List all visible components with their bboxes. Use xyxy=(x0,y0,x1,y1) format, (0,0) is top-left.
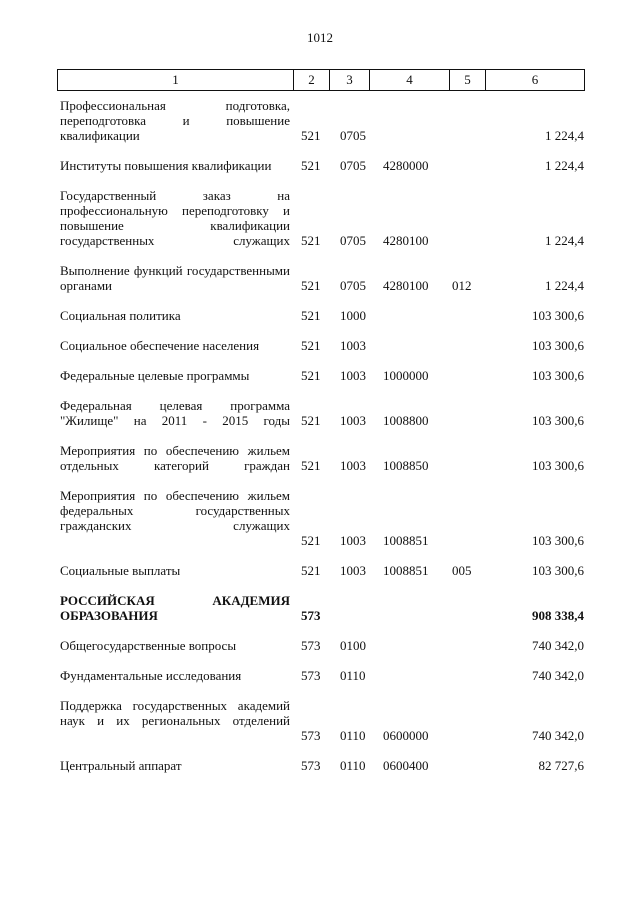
row-cell-c4: 0600000 xyxy=(383,728,429,743)
row-cell-c2: 521 xyxy=(301,278,321,293)
row-cell-c3: 0110 xyxy=(340,668,366,683)
row-cell-c4: 0600400 xyxy=(383,758,429,773)
row-cell-c4: 4280000 xyxy=(383,158,429,173)
row-cell-c3: 1003 xyxy=(340,533,366,548)
row-cell-c6: 103 300,6 xyxy=(532,413,584,428)
row-cell-c2: 521 xyxy=(301,158,321,173)
column-header-2: 2 xyxy=(294,70,330,91)
row-cell-c6: 740 342,0 xyxy=(532,728,584,743)
row-cell-c6: 103 300,6 xyxy=(532,458,584,473)
column-header-row xyxy=(58,70,585,91)
row-cell-c2: 521 xyxy=(301,368,321,383)
column-header-4: 4 xyxy=(370,70,450,91)
row-cell-c3: 0100 xyxy=(340,638,366,653)
row-cell-c3: 1003 xyxy=(340,368,366,383)
table-row xyxy=(57,638,584,653)
row-name: Федеральные целевые программы xyxy=(60,368,250,383)
row-name: Мероприятия по обеспечению жильем федеральных государственных гражданских служащих xyxy=(60,488,290,533)
row-cell-c4: 1008851 xyxy=(383,533,429,548)
row-cell-c6: 103 300,6 xyxy=(532,563,584,578)
row-name: Общегосударственные вопросы xyxy=(60,638,237,653)
row-cell-c2: 521 xyxy=(301,563,321,578)
row-cell-c3: 0110 xyxy=(340,758,366,773)
row-name: Фундаментальные исследования xyxy=(60,668,242,683)
row-cell-c5: 012 xyxy=(452,278,472,293)
row-cell-c2: 573 xyxy=(301,638,321,653)
row-cell-c4: 1008800 xyxy=(383,413,429,428)
row-cell-c6: 1 224,4 xyxy=(545,158,584,173)
table-row xyxy=(57,563,584,578)
row-cell-c6: 103 300,6 xyxy=(532,308,584,323)
row-name: Центральный аппарат xyxy=(60,758,182,773)
row-cell-c6: 103 300,6 xyxy=(532,338,584,353)
table-row xyxy=(57,263,584,293)
table-row xyxy=(57,668,584,683)
table-row xyxy=(57,188,584,248)
row-cell-c6: 908 338,4 xyxy=(532,608,584,623)
row-cell-c6: 1 224,4 xyxy=(545,233,584,248)
row-cell-c2: 521 xyxy=(301,308,321,323)
table-row xyxy=(57,338,584,353)
row-cell-c4: 1008851 xyxy=(383,563,429,578)
row-cell-c5: 005 xyxy=(452,563,472,578)
row-name: Поддержка государственных академий наук и их региональных отделений xyxy=(60,698,290,728)
table-row xyxy=(57,758,584,773)
row-name: Социальные выплаты xyxy=(60,563,181,578)
row-cell-c3: 0705 xyxy=(340,158,366,173)
table-row xyxy=(57,443,584,473)
row-cell-c4: 1000000 xyxy=(383,368,429,383)
table-row xyxy=(57,308,584,323)
row-cell-c2: 521 xyxy=(301,458,321,473)
row-name: Федеральная целевая программа "Жилище" на 2011 - 2015 годы xyxy=(60,398,290,428)
row-cell-c3: 1003 xyxy=(340,563,366,578)
row-cell-c6: 103 300,6 xyxy=(532,533,584,548)
row-name: Социальная политика xyxy=(60,308,181,323)
row-cell-c2: 573 xyxy=(301,668,321,683)
column-header-3: 3 xyxy=(330,70,370,91)
row-cell-c6: 740 342,0 xyxy=(532,668,584,683)
row-cell-c2: 573 xyxy=(301,728,321,743)
table-row xyxy=(57,398,584,428)
row-cell-c6: 740 342,0 xyxy=(532,638,584,653)
row-cell-c4: 1008850 xyxy=(383,458,429,473)
row-cell-c3: 0110 xyxy=(340,728,366,743)
row-name: РОССИЙСКАЯ АКАДЕМИЯ ОБРАЗОВАНИЯ xyxy=(60,593,290,623)
row-cell-c3: 1003 xyxy=(340,458,366,473)
row-cell-c2: 521 xyxy=(301,533,321,548)
row-cell-c3: 1003 xyxy=(340,413,366,428)
row-cell-c3: 0705 xyxy=(340,128,366,143)
table-row xyxy=(57,368,584,383)
row-cell-c4: 4280100 xyxy=(383,278,429,293)
row-cell-c2: 521 xyxy=(301,128,321,143)
row-cell-c3: 0705 xyxy=(340,233,366,248)
table-row xyxy=(57,158,584,173)
row-cell-c2: 521 xyxy=(301,233,321,248)
column-header-5: 5 xyxy=(450,70,486,91)
row-cell-c6: 103 300,6 xyxy=(532,368,584,383)
page-number: 1012 xyxy=(307,30,333,45)
row-name: Мероприятия по обеспечению жильем отдельных категорий граждан xyxy=(60,443,290,473)
row-cell-c3: 0705 xyxy=(340,278,366,293)
row-cell-c6: 82 727,6 xyxy=(538,758,584,773)
row-name: Социальное обеспечение населения xyxy=(60,338,260,353)
column-header-table xyxy=(57,69,585,91)
row-name: Государственный заказ на профессиональную переподготовку и повышение квалификации государственных служащих xyxy=(60,188,290,248)
table-row xyxy=(57,98,584,143)
column-header-1: 1 xyxy=(58,70,294,91)
row-name: Выполнение функций государственными органами xyxy=(60,263,290,293)
row-name: Профессиональная подготовка, переподготовка и повышение квалификации xyxy=(60,98,290,143)
row-cell-c4: 4280100 xyxy=(383,233,429,248)
row-cell-c6: 1 224,4 xyxy=(545,128,584,143)
table-row xyxy=(57,593,584,623)
row-cell-c2: 573 xyxy=(301,758,321,773)
row-cell-c2: 521 xyxy=(301,413,321,428)
row-cell-c2: 573 xyxy=(301,608,321,623)
row-cell-c2: 521 xyxy=(301,338,321,353)
row-cell-c3: 1003 xyxy=(340,338,366,353)
row-cell-c6: 1 224,4 xyxy=(545,278,584,293)
row-cell-c3: 1000 xyxy=(340,308,366,323)
table-row xyxy=(57,698,584,743)
table-row xyxy=(57,488,584,548)
column-header-6: 6 xyxy=(486,70,585,91)
row-name: Институты повышения квалификации xyxy=(60,158,272,173)
